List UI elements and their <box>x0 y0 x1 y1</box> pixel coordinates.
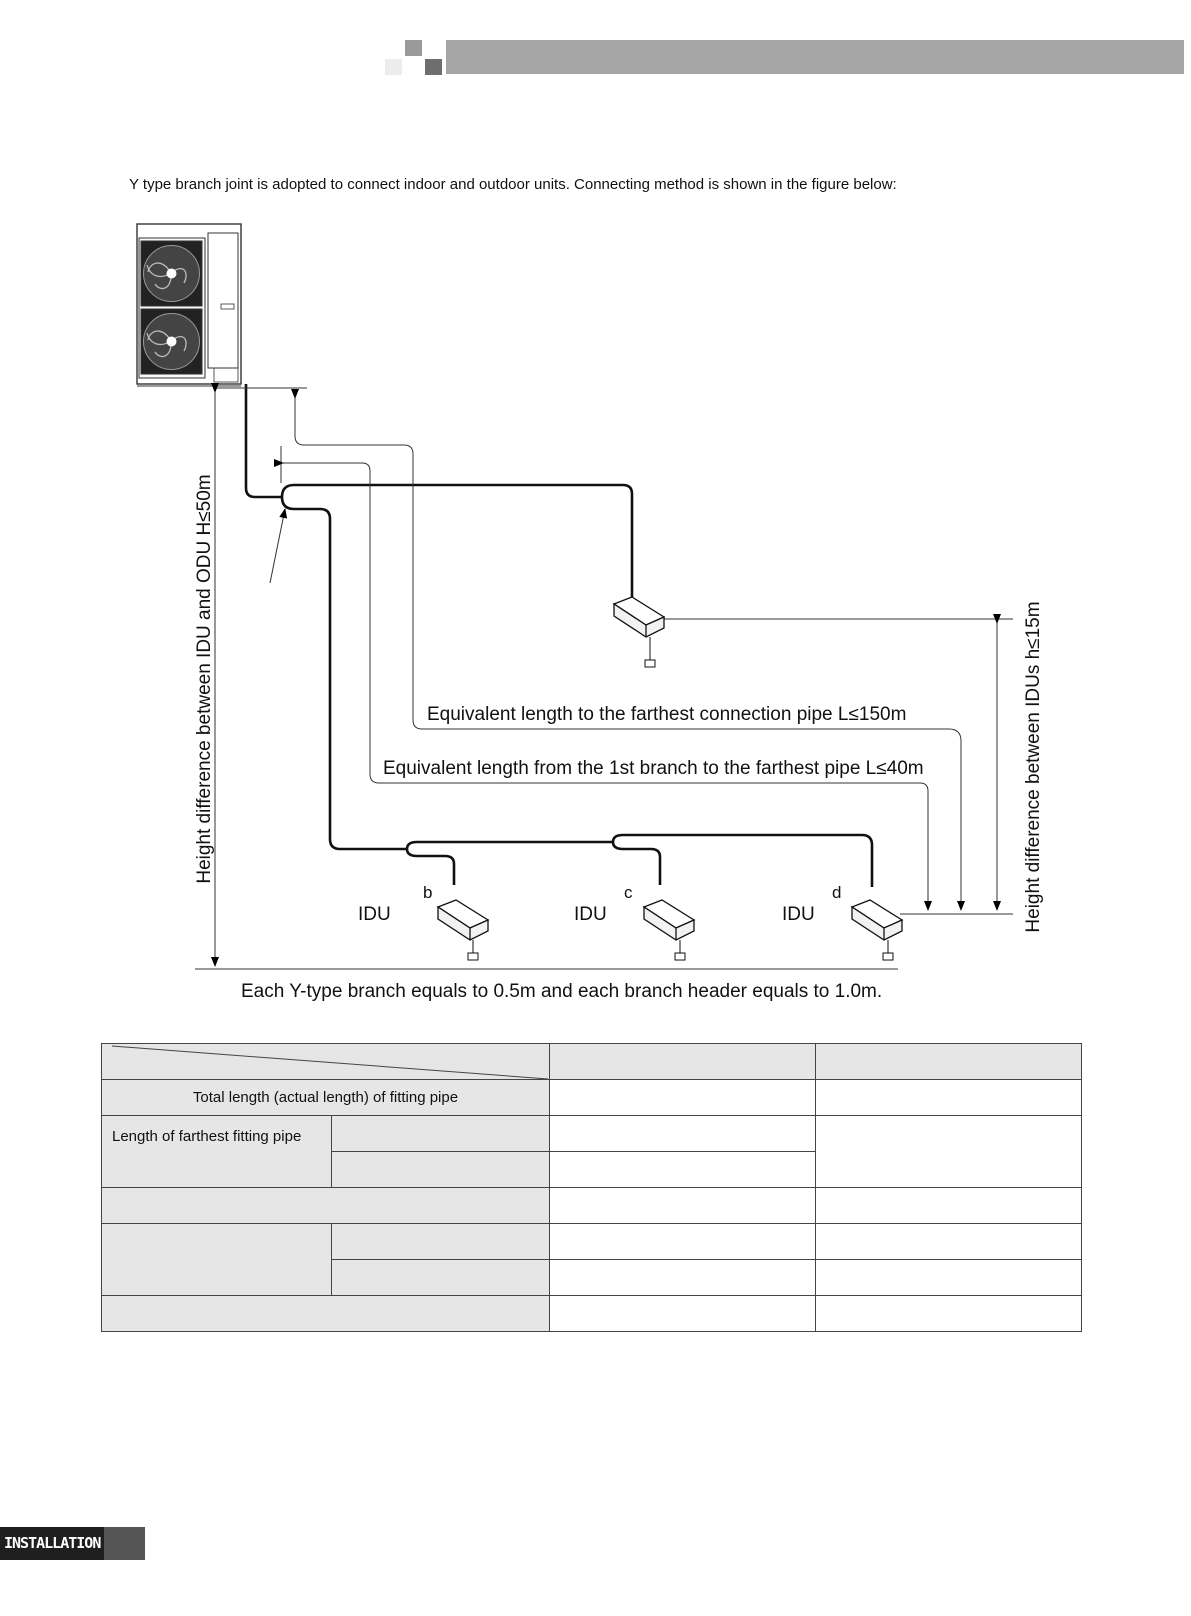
table-cell <box>102 1296 550 1332</box>
table-cell <box>550 1188 816 1224</box>
table-header-cell <box>550 1044 816 1080</box>
total-length-label: Total length (actual length) of fitting pipe <box>102 1080 550 1116</box>
letter-b: b <box>423 883 433 902</box>
first-branch-label: Equivalent length from the 1st branch to the farthest pipe L≤40m <box>383 758 924 779</box>
measurement-lines <box>195 388 1013 969</box>
table-cell <box>102 1188 550 1224</box>
indoor-unit-b <box>438 900 488 960</box>
letter-c: c <box>624 883 633 902</box>
table-cell <box>550 1080 816 1116</box>
farthest-pipe-label: Equivalent length to the farthest connection pipe L≤150m <box>427 704 907 725</box>
table-cell <box>550 1116 816 1152</box>
idu-b-label: IDU <box>358 904 391 925</box>
table-cell <box>816 1116 1082 1188</box>
table-header-cell <box>816 1044 1082 1080</box>
spec-table <box>101 1043 1082 1332</box>
table-cell <box>332 1116 550 1152</box>
footer-section-label: INSTALLATION <box>0 1527 104 1560</box>
letter-d: d <box>832 883 842 902</box>
table-cell <box>550 1152 816 1188</box>
table-cell <box>332 1152 550 1188</box>
table-cell <box>550 1260 816 1296</box>
table-cell <box>332 1224 550 1260</box>
idu-c-label: IDU <box>574 904 607 925</box>
refrigerant-pipes <box>246 384 872 887</box>
height-idus-label: Height difference between IDUs h≤15m <box>1023 601 1044 933</box>
indoor-unit-c <box>644 900 694 960</box>
farthest-pipe-label-text: Length of farthest fitting pipe <box>112 1128 302 1145</box>
indoor-unit-d <box>852 900 902 960</box>
indoor-unit-a <box>614 597 664 667</box>
table-cell <box>816 1224 1082 1260</box>
table-cell <box>102 1224 332 1296</box>
table-corner-cell <box>102 1044 550 1080</box>
intro-text: Y type branch joint is adopted to connect indoor and outdoor units. Connecting method is shown in the figure below: <box>129 176 897 193</box>
farthest-pipe-cell <box>102 1116 332 1188</box>
idu-d-label: IDU <box>782 904 815 925</box>
table-row <box>102 1188 1082 1224</box>
table-row <box>102 1116 1082 1152</box>
table-row <box>102 1080 1082 1116</box>
table-cell <box>816 1080 1082 1116</box>
outdoor-unit <box>137 224 241 386</box>
table-row <box>102 1296 1082 1332</box>
table-cell <box>816 1260 1082 1296</box>
table-header-row <box>102 1044 1082 1080</box>
table-cell <box>550 1224 816 1260</box>
table-cell <box>332 1260 550 1296</box>
table-row <box>102 1224 1082 1260</box>
table-cell <box>816 1296 1082 1332</box>
branch-note: Each Y-type branch equals to 0.5m and each branch header equals to 1.0m. <box>241 981 883 1002</box>
table-cell <box>816 1188 1082 1224</box>
table-cell <box>550 1296 816 1332</box>
footer-tab <box>0 1527 145 1560</box>
height-idu-odu-label: Height difference between IDU and ODU H≤50m <box>194 474 215 884</box>
